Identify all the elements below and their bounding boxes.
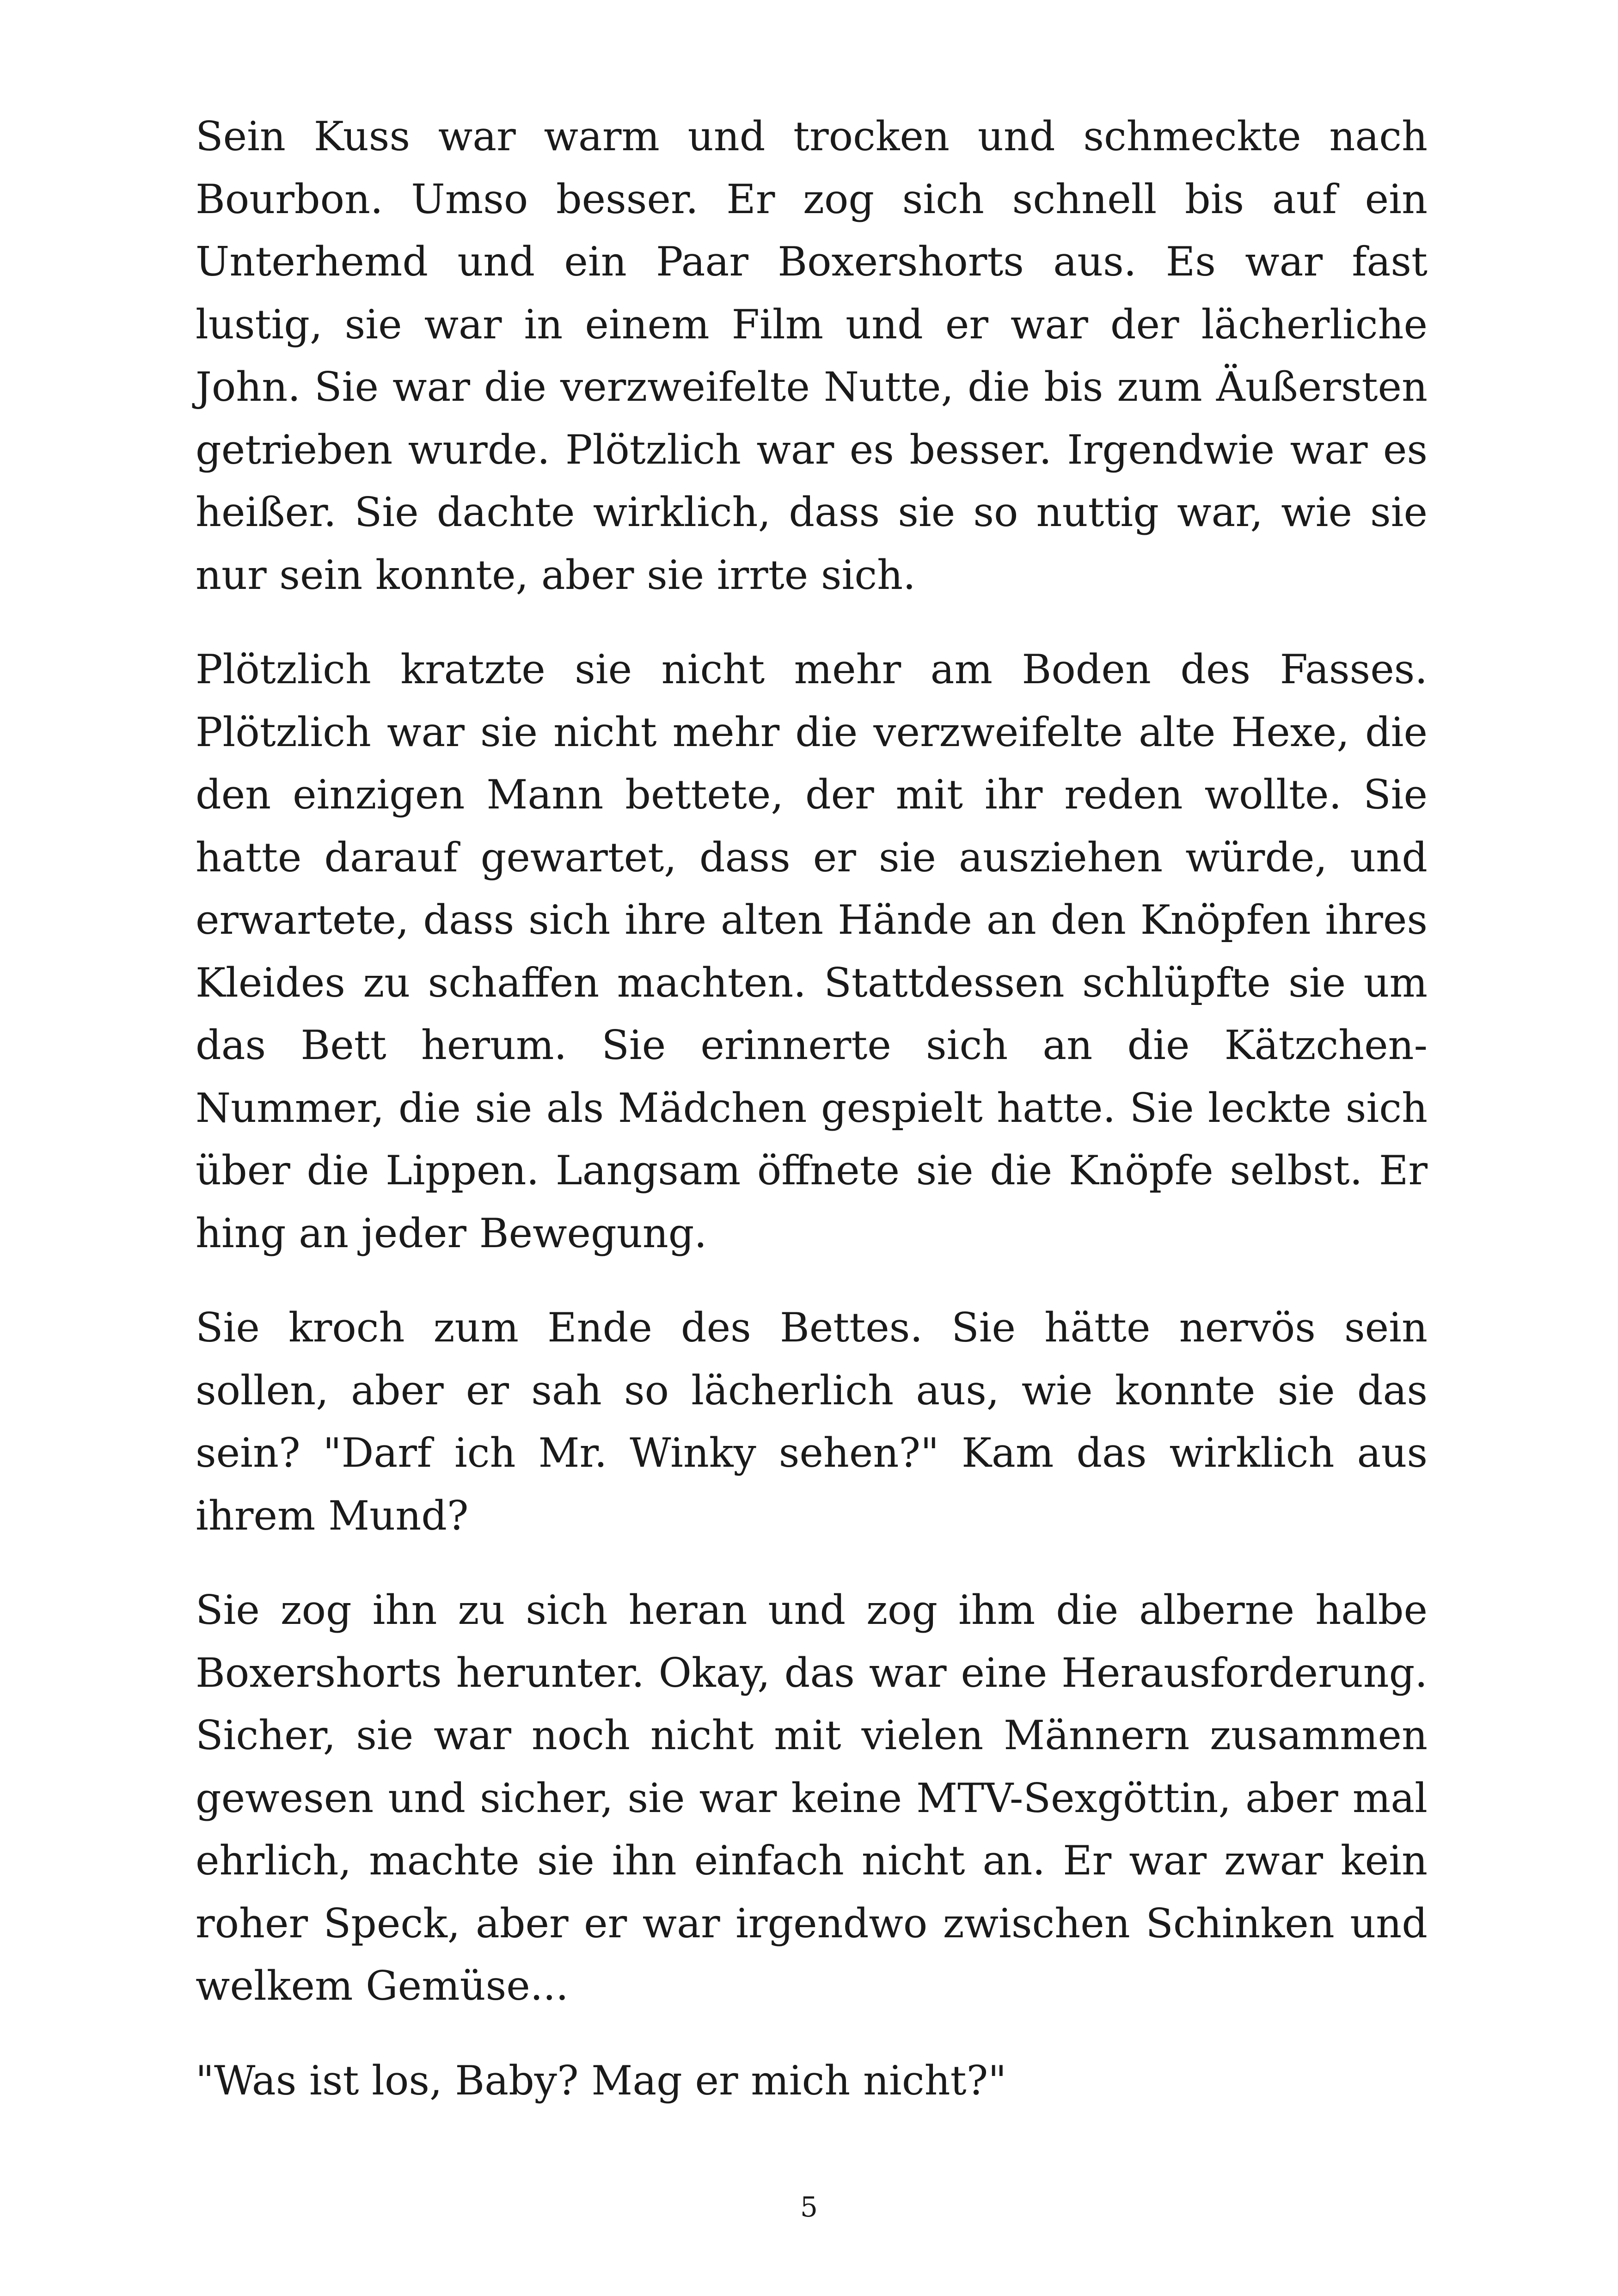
paragraph-1: Sein Kuss war warm und trocken und schmeckte nach Bourbon. Umso besser. Er zog sich schnell bis auf ein Unterhemd und ein Paar Boxershorts aus. Es war fast lustig, sie war in einem Film und er war der lächerliche John. Sie war die verzweifelte Nutte, die bis zum Äußersten getrieben wurde. Plötzlich war es besser. Irgendwie war es heißer. Sie dachte wirklich, dass sie so nuttig war, wie sie nur sein konnte, aber sie irrte sich. (196, 113, 1428, 599)
page-number: 5 (800, 2191, 818, 2223)
paragraph-3: Sie kroch zum Ende des Bettes. Sie hätte nervös sein sollen, aber er sah so lächerlich aus, wie konnte sie das sein? "Darf ich Mr. Winky sehen?" Kam das wirklich aus ihrem Mund? (196, 1304, 1428, 1539)
paragraph-2: Plötzlich kratzte sie nicht mehr am Boden des Fasses. Plötzlich war sie nicht mehr die verzweifelte alte Hexe, die den einzigen Mann bettete, der mit ihr reden wollte. Sie hatte darauf gewartet, dass er sie ausziehen würde, und erwartete, dass sich ihre alten Hände an den Knöpfen ihres Kleides zu schaffen machten. Stattdessen schlüpfte sie um das Bett herum. Sie erinnerte sich an die Kätzchen-Nummer, die sie als Mädchen gespielt hatte. Sie leckte sich über die Lippen. Langsam öffnete sie die Knöpfe selbst. Er hing an jeder Bewegung. (196, 646, 1428, 1257)
body-text (196, 105, 1428, 2144)
paragraph-4: Sie zog ihn zu sich heran und zog ihm die alberne halbe Boxershorts herunter. Okay, das war eine Herausforderung. Sicher, sie war noch nicht mit vielen Männern zusammen gewesen und sicher, sie war keine MTV-Sexgöttin, aber mal ehrlich, machte sie ihn einfach nicht an. Er war zwar kein roher Speck, aber er war irgendwo zwischen Schinken und welkem Gemüse... (196, 1586, 1428, 2009)
paragraph-5: "Was ist los, Baby? Mag er mich nicht?" (196, 2057, 1007, 2104)
